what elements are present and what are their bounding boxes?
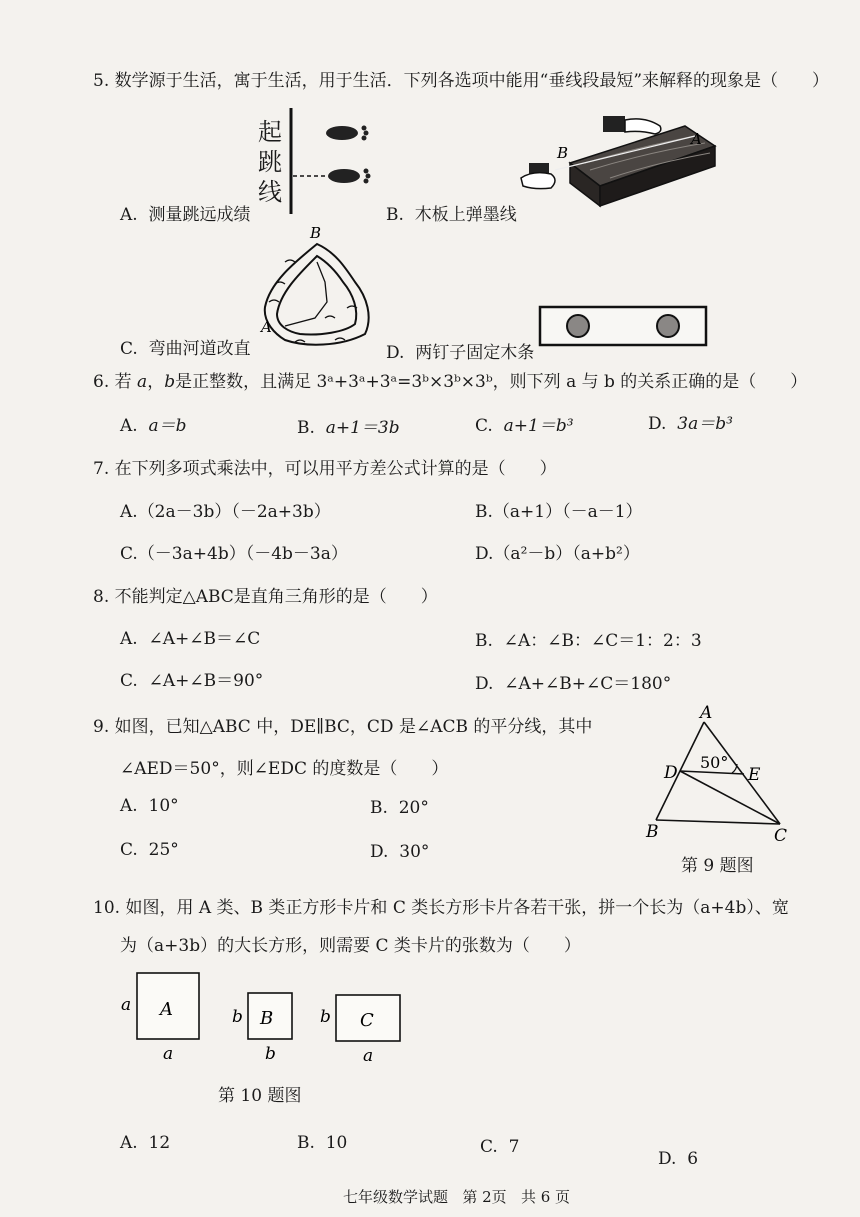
vertex-c-label: C (774, 826, 788, 846)
svg-text:B: B (260, 1008, 274, 1029)
q9-option-a: A. 10° (120, 796, 179, 816)
q9-stem-line2: ∠AED＝50°，则∠EDC 的度数是（ ） (120, 759, 449, 779)
q5-stem (93, 66, 829, 91)
q5-option-c: C. 弯曲河道改直 (120, 339, 251, 359)
q9-option-b: B. 20° (370, 798, 429, 818)
q10-option-d: D. 6 (658, 1149, 699, 1169)
svg-text:b: b (265, 1044, 276, 1064)
start-line-char-2: 跳 (258, 148, 282, 176)
board-ink-line-figure (515, 108, 725, 213)
q10-stem-line2: 为（a+3b）的大长方形，则需要 C 类卡片的张数为（ ） (120, 936, 581, 956)
q10-stem-line1: 10. 如图，用 A 类、B 类正方形卡片和 C 类长方形卡片各若干张，拼一个长为（a+4b）、宽 (93, 898, 789, 918)
footer-total-pages: 共 6 页 (520, 1188, 571, 1206)
q10-figure-caption: 第 10 题图 (218, 1086, 302, 1106)
svg-text:C: C (360, 1010, 374, 1031)
q9-figure-caption: 第 9 题图 (681, 856, 754, 876)
q6-option-a: A. a＝b (120, 416, 187, 436)
svg-text:b: b (320, 1007, 331, 1027)
q10-option-c: C. 7 (480, 1137, 520, 1157)
q10-option-a: A. 12 (120, 1133, 171, 1153)
footprint-icon (326, 126, 369, 141)
river-point-a: A (261, 318, 272, 336)
nails-figure (538, 305, 708, 347)
start-line-char-1: 起 (258, 118, 282, 146)
q5-number: 5. (93, 71, 110, 91)
svg-text:b: b (232, 1007, 243, 1027)
q9-stem-line1: 9. 如图，已知△ABC 中，DE∥BC，CD 是∠ACB 的平分线，其中 (93, 717, 593, 737)
q6-equation: 3ᵃ+3ᵃ+3ᵃ=3ᵇ×3ᵇ×3ᵇ (316, 372, 493, 392)
footer-page-number: 第 2页 (462, 1188, 507, 1206)
vertex-e-label: E (748, 765, 761, 785)
cards-figure (115, 965, 415, 1070)
q10-option-b: B. 10 (297, 1133, 348, 1153)
hand-icon (603, 116, 661, 134)
q9-option-c: C. 25° (120, 840, 179, 860)
card-a (121, 973, 199, 1064)
point-a-label: A (691, 130, 702, 148)
nail-icon (567, 315, 589, 337)
river-figure (255, 222, 380, 357)
q6-option-d: D. 3a＝b³ (648, 414, 733, 434)
q7-option-c: C.（－3a+4b）（－4b－3a） (120, 544, 348, 564)
card-b (232, 993, 292, 1064)
river-point-b: B (310, 224, 322, 242)
long-jump-figure (284, 106, 384, 218)
svg-text:a: a (163, 1044, 174, 1064)
angle-label: 50° (700, 753, 729, 772)
vertex-d-label: D (664, 763, 678, 783)
q5-option-b: B. 木板上弹墨线 (386, 205, 517, 225)
q5-option-a: A. 测量跳远成绩 (120, 205, 251, 225)
svg-text:A: A (160, 999, 173, 1020)
q5-option-d: D. 两钉子固定木条 (386, 343, 535, 363)
page-footer (343, 1186, 570, 1207)
svg-text:a: a (363, 1046, 374, 1066)
q6-stem: 6. 若 a，b是正整数，且满足 3ᵃ+3ᵃ+3ᵃ=3ᵇ×3ᵇ×3ᵇ，则下列 a 与 b 的关系正确的是（ ） (93, 372, 808, 392)
start-line-char-3: 线 (258, 178, 282, 206)
q8-option-b: B. ∠A：∠B：∠C＝1：2：3 (475, 631, 702, 651)
q7-option-a: A.（2a－3b）（－2a+3b） (120, 502, 331, 522)
q8-option-a: A. ∠A+∠B＝∠C (120, 629, 261, 649)
card-c (320, 995, 400, 1066)
q6-option-b: B. a+1＝3b (297, 418, 400, 438)
q6-option-c: C. a+1＝b³ (475, 416, 574, 436)
q7-option-b: B.（a+1）（－a－1） (475, 502, 643, 522)
segment-cd (680, 771, 780, 824)
q7-option-d: D.（a²－b）（a+b²） (475, 544, 640, 564)
q8-option-d: D. ∠A+∠B+∠C＝180° (475, 674, 672, 694)
hand-icon (521, 163, 555, 189)
triangle-abc-figure (640, 700, 800, 850)
svg-text:a: a (121, 995, 132, 1015)
q5-stem-text: 数学源于生活，寓于生活，用于生活．下列各选项中能用“垂线段最短”来解释的现象是（ ） (114, 71, 830, 91)
q8-option-c: C. ∠A+∠B＝90° (120, 671, 264, 691)
q7-stem: 7. 在下列多项式乘法中，可以用平方差公式计算的是（ ） (93, 459, 557, 479)
point-b-label: B (557, 144, 569, 162)
vertex-a-label: A (700, 703, 713, 723)
footer-subject: 七年级数学试题 (343, 1188, 449, 1206)
vertex-b-label: B (646, 822, 659, 842)
q8-stem: 8. 不能判定△ABC是直角三角形的是（ ） (93, 587, 438, 607)
nail-icon (657, 315, 679, 337)
q9-option-d: D. 30° (370, 842, 430, 862)
footprint-icon (328, 169, 371, 184)
